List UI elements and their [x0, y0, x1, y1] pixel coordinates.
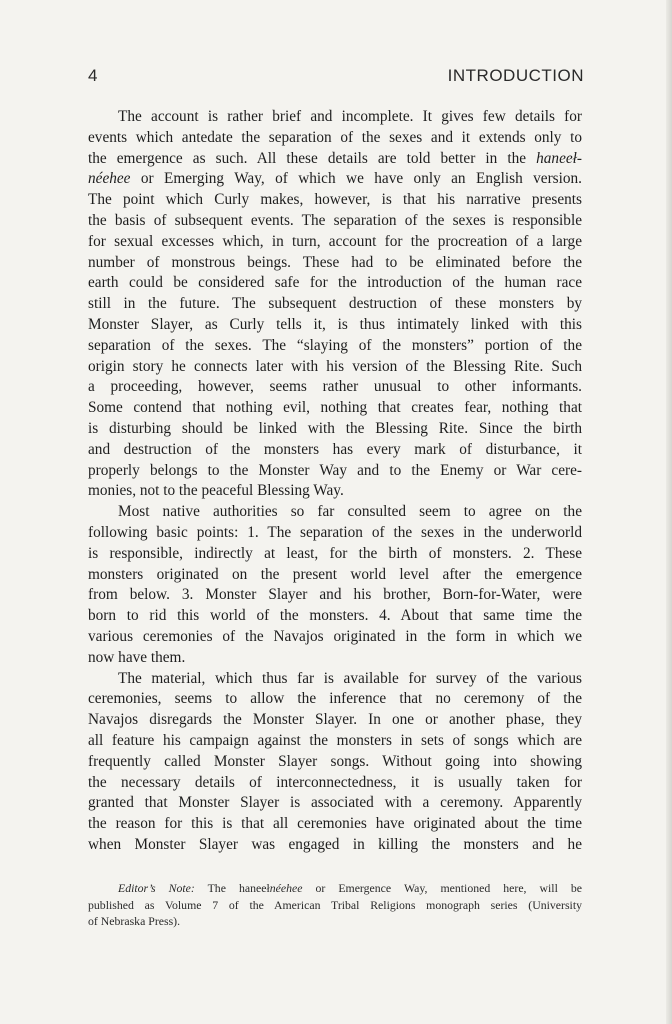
- text-line: number of monstrous beings. These had to be eliminated before the: [88, 253, 582, 271]
- text-line: granted that Monster Slayer is associated with a ceremony. Apparently: [88, 794, 582, 812]
- text-line: The point which Curly makes, however, is that his narrative presents: [88, 191, 582, 209]
- text-line: properly belongs to the Monster Way and to the Enemy or War cere-: [88, 461, 582, 479]
- text-line: following basic points: 1. The separation of the sexes in the underworld: [88, 523, 582, 541]
- text-line: born to rid this world of the monsters. 4. About that same time the: [88, 607, 582, 625]
- text-line: from below. 3. Monster Slayer and his brother, Born-for-Water, were: [88, 586, 582, 604]
- text-line: Some contend that nothing evil, nothing that creates fear, nothing that: [88, 399, 582, 417]
- text-line: various ceremonies of the Navajos originated in the form in which we: [88, 627, 582, 645]
- text-line: ceremonies, seems to allow the inference that no ceremony of the: [88, 690, 582, 708]
- text-line: the reason for this is that all ceremonies have originated about the time: [88, 815, 582, 833]
- text-line: earth could be considered safe for the introduction of the human race: [88, 274, 582, 292]
- text-line: Navajos disregards the Monster Slayer. In one or another phase, they: [88, 711, 582, 729]
- text-line: origin story he connects later with his version of the Blessing Rite. Such: [88, 357, 582, 375]
- text-line: is disturbing should be linked with the Blessing Rite. Since the birth: [88, 419, 582, 437]
- text-line: for sexual excesses which, in turn, account for the procreation of a large: [88, 232, 582, 250]
- text-line: the necessary details of interconnectedness, it is usually taken for: [88, 773, 582, 791]
- text-line: The material, which thus far is available for survey of the various: [118, 669, 582, 687]
- footnote-line: Editor’s Note: The haneełnéehee or Emergence Way, mentioned here, will be: [118, 881, 583, 895]
- editors-note: [88, 880, 582, 930]
- text-line: the basis of subsequent events. The separation of the sexes is responsible: [88, 211, 582, 229]
- running-head: INTRODUCTION: [447, 66, 584, 85]
- text-line: separation of the sexes. The “slaying of the monsters” portion of the: [88, 336, 582, 354]
- text-line: monies, not to the peaceful Blessing Way.: [88, 482, 344, 500]
- text-line: events which antedate the separation of the sexes and it extends only to: [88, 128, 582, 146]
- text-line: when Monster Slayer was engaged in killing the monsters and he: [88, 835, 582, 853]
- page-header: [88, 66, 584, 92]
- text-line: the emergence as such. All these details are told better in the haneeł-: [88, 149, 582, 167]
- text-line: now have them.: [88, 648, 186, 666]
- text-line: all feature his campaign against the monsters in sets of songs which are: [88, 731, 582, 749]
- text-line: and destruction of the monsters has every mark of disturbance, it: [88, 440, 582, 458]
- text-line: The account is rather brief and incomplete. It gives few details for: [118, 108, 582, 125]
- page-edge-shadow: [666, 0, 672, 1024]
- footnote-line: of Nebraska Press).: [88, 914, 181, 928]
- text-line: still in the future. The subsequent destruction of these monsters by: [88, 295, 582, 313]
- page-number: 4: [88, 66, 98, 85]
- text-line: monsters originated on the present world level after the emergence: [88, 565, 582, 583]
- text-line: Monster Slayer, as Curly tells it, is thus intimately linked with this: [88, 315, 582, 333]
- text-line: is responsible, indirectly at least, for the birth of monsters. 2. These: [88, 544, 582, 562]
- footnote-line: published as Volume 7 of the American Tribal Religions monograph series (University: [88, 897, 582, 912]
- text-line: a proceeding, however, seems rather unusual to other informants.: [88, 378, 582, 396]
- text-line: frequently called Monster Slayer songs. Without going into showing: [88, 752, 582, 770]
- text-line: néehee or Emerging Way, of which we have only an English version.: [88, 170, 582, 188]
- text-line: Most native authorities so far consulted seem to agree on the: [118, 503, 582, 521]
- body-text: [88, 107, 582, 856]
